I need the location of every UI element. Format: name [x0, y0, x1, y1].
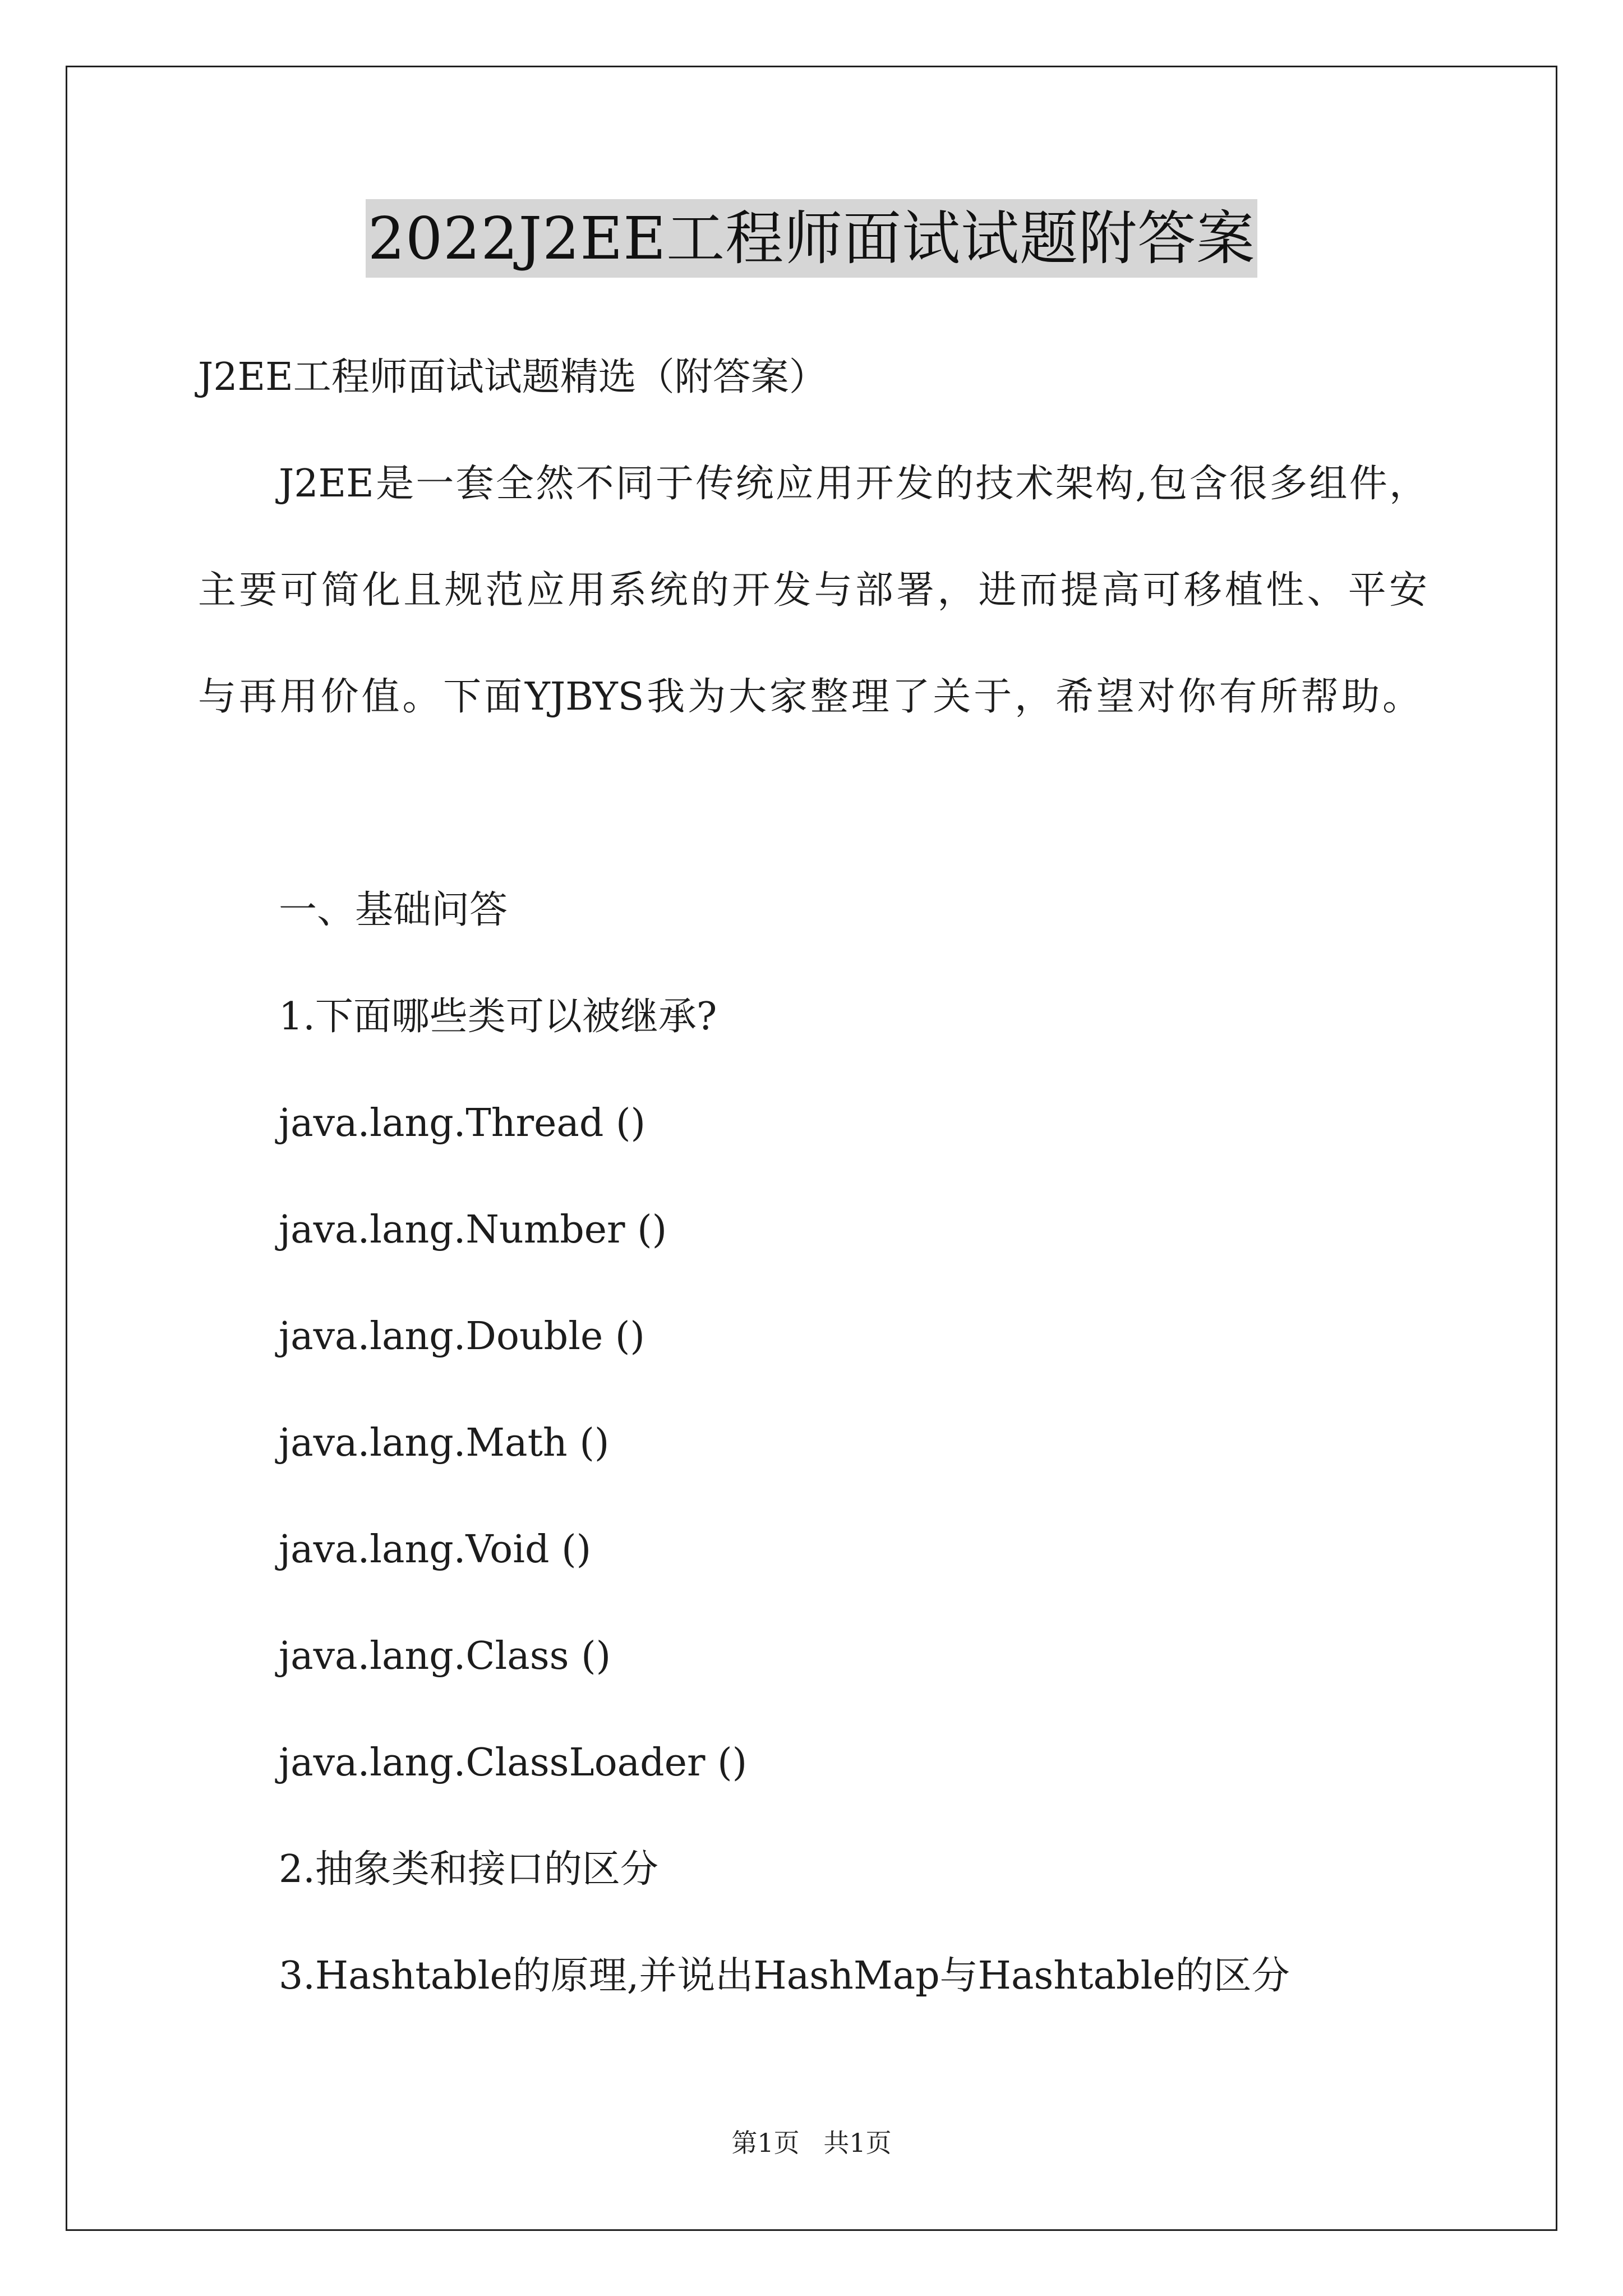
question-3: 3.Hashtable的原理,并说出HashMap与Hashtable的区分	[279, 1954, 1290, 1998]
option-item: java.lang.Math ()	[279, 1421, 610, 1465]
section-heading: 一、基础问答	[279, 888, 508, 932]
option-item: java.lang.Thread ()	[279, 1101, 646, 1145]
title-container	[0, 199, 1623, 278]
page-number: 第1页	[731, 2128, 800, 2158]
option-item: java.lang.Class ()	[279, 1634, 611, 1678]
intro-line-1: J2EE是一套全然不同于传统应用开发的技术架构,包含很多组件，	[279, 462, 1427, 506]
intro-line-3: 与再用价值。下面YJBYS我为大家整理了关于，希望对你有所帮助。	[198, 675, 1421, 719]
option-item: java.lang.ClassLoader ()	[279, 1741, 748, 1785]
option-item: java.lang.Void ()	[279, 1527, 592, 1572]
option-item: java.lang.Double ()	[279, 1314, 645, 1359]
question-2: 2.抽象类和接口的区分	[279, 1847, 658, 1892]
page-footer	[0, 2126, 1623, 2160]
page-total: 共1页	[823, 2128, 892, 2158]
document-title: 2022J2EE工程师面试试题附答案	[366, 199, 1257, 278]
intro-line-2: 主要可简化且规范应用系统的开发与部署，进而提高可移植性、平安	[198, 568, 1427, 613]
subtitle: J2EE工程师面试试题精选（附答案）	[198, 355, 827, 399]
option-item: java.lang.Number ()	[279, 1208, 667, 1252]
question-1: 1.下面哪些类可以被继承?	[279, 995, 717, 1039]
